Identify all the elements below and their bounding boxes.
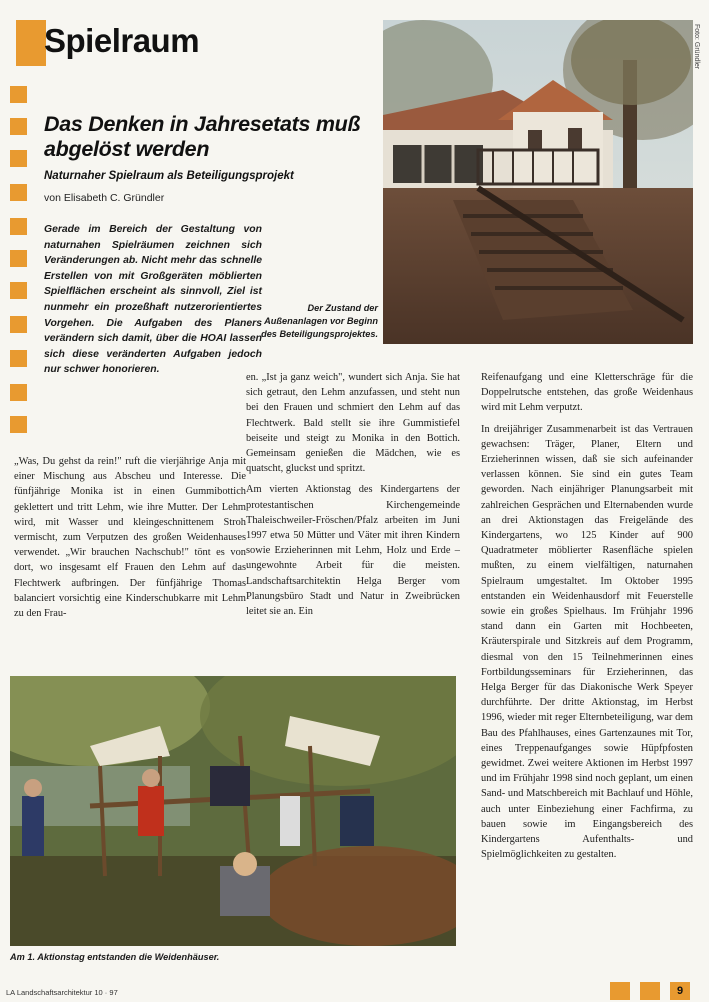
photo-kindergarten-building-illustration xyxy=(383,20,693,344)
decorative-square xyxy=(10,282,27,299)
article-column-1 xyxy=(14,454,246,627)
decorative-square xyxy=(10,118,27,135)
decorative-square xyxy=(10,218,27,235)
article-paragraph: en. „Ist ja ganz weich", wundert sich Anja. Sie hat sich getraut, den Lehm anzufassen, und steht nun bei den Frauen und schmiert den Lehm auf das Flechtwerk. Bald stellt sie ihre Gummistiefel beiseite und steigt zu Monika in den Bottich. Gemeinsam genießen die Mädchen, wie es quatscht, gluckst und spritzt. xyxy=(246,372,460,475)
section-title: Spielraum xyxy=(44,22,200,59)
article-paragraph: „Was, Du gehst da rein!" ruft die vierjährige Anja mit einer Mischung aus Abscheu und Interesse. Die fünfjährige Monika ist in einen Gummibottich geklettert und tritt Lehm, wie ihre Mutter. Der Lehm wird, mit Wasser und kleingeschnittenem Stroh vermischt, zum Verputzen des großen Weidenhauses verwendet. „Wir brauchen Nachschub!" tönt es von dort, wo insgesamt elf Frauen den Lehm auf das Flechtwerk aufbringen. Der fünfjährige Thomas balanciert vorsichtig eine Kinderschubkarre mit Lehm zu den Frau- xyxy=(14,456,246,620)
decorative-square xyxy=(10,316,27,333)
photo-caption-top: Der Zustand der Außenanlagen vor Beginn des Beteiligungsprojektes. xyxy=(261,303,378,339)
decorative-square xyxy=(10,250,27,267)
decorative-square xyxy=(10,150,27,167)
decorative-square xyxy=(10,350,27,367)
decorative-square xyxy=(610,982,630,1000)
article-lead: Gerade im Bereich der Gestaltung von naturnahen Spielräumen zeichnen sich Veränderungen ab. Nicht mehr das schnelle Erstellen von mit Großgeräten möblierten Spielflächen erscheint als sinnvoll, Ziel ist nunmehr ein prozeßhaft nutzerorientiertes Vorgehen. Die Aufgaben des Planers verändern sich damit, über die HOAI lassen sich diese veränderten Aufgaben jedoch nur schwer honorieren. xyxy=(44,224,262,376)
decorative-square xyxy=(640,982,660,1000)
photo-caption-bottom: Am 1. Aktionstag entstanden die Weidenhäuser. xyxy=(10,952,220,962)
decorative-square xyxy=(10,384,27,401)
photo-willow-houses xyxy=(10,676,456,946)
decorative-square xyxy=(10,86,27,103)
article-headline: Das Denken in Jahresetats muß abgelöst werden xyxy=(44,112,361,161)
photo-willow-houses-illustration xyxy=(10,676,456,946)
article-paragraph: Reifenaufgang und eine Kletterschräge für die Doppelrutsche entstehen, das große Weidenhaus wird mit Lehm verputzt. xyxy=(481,372,693,414)
decorative-square xyxy=(10,184,27,201)
article-column-2 xyxy=(246,370,460,625)
photo-kindergarten-building xyxy=(383,20,693,344)
photo-credit: Foto: Gründler xyxy=(693,24,700,70)
article-paragraph: Am vierten Aktionstag des Kindergartens der protestantischen Kirchengemeinde Thaleischweiler-Fröschen/Pfalz arbeiten im Juni 1997 etwa 50 Mütter und Väter mit ihren Kindern sowie Erzieherinnen mit Lehm, Holz und Erde – ungewohnte Arbeit für die meisten. Landschaftsarchitektin Helga Berger vom Planungsbüro Stadt und Natur in Zweibrücken leitet sie an. Ein xyxy=(246,484,460,618)
article-column-3 xyxy=(481,370,693,869)
decorative-square xyxy=(10,416,27,433)
journal-footer: LA Landschaftsarchitektur 10 · 97 xyxy=(6,988,118,997)
page-number: 9 xyxy=(670,982,690,1000)
section-marker-block xyxy=(16,20,46,66)
article-subheadline: Naturnaher Spielraum als Beteiligungsprojekt xyxy=(44,170,294,182)
article-paragraph: In dreijähriger Zusammenarbeit ist das Vertrauen gewachsen: Träger, Planer, Eltern und Erzieherinnen wissen, daß sie sich aufeinander verlassen können. Sie sind ein gutes Team geworden. Nach einjähriger Planungsarbeit mit zahlreichen Gesprächen und Elternabenden wurde an drei Aktionstagen das Freigelände des Kindergartens, wo 125 Kinder auf 900 Quadratmeter möblierter Rasenfläche spielen mußten, zu einem vielfältigen, naturnahen Spielraum umgestaltet. Im Oktober 1995 entstanden ein Weidenhausdorf mit Feuerstelle sowie ein großes Spielhaus. Im Frühjahr 1996 stand dann ein Garten mit Hochbeeten, Kräuterspirale und Sitzkreis auf dem Programm, diesmal von den 15 Teilnehmerinnen eines Fortbildungsseminars für Erzieherinnen, das Helga Berger für das Diakonische Werk Speyer durchführte. Der dritte Aktionstag, im Herbst 1996, wieder mit reger Elternbeteiligung, war dem Bau des Pfahlhauses, eines Gartenzaunes mit Tor, eines Treppenaufganges sowie Hüpfpfosten gewidmet. Zwei weitere Aktionen im Herbst 1997 und im Frühjahr 1998 sind noch geplant, um einen Sand- und Matschbereich mit Bachlauf und Höhle, auch unter Einbeziehung einer Fachfirma, zu bauen sowie im Eingangsbereich des Kindergartens Aufenthalts- und Spielmöglichkeiten zu gestalten. xyxy=(481,423,693,861)
article-byline: von Elisabeth C. Gründler xyxy=(44,192,165,204)
